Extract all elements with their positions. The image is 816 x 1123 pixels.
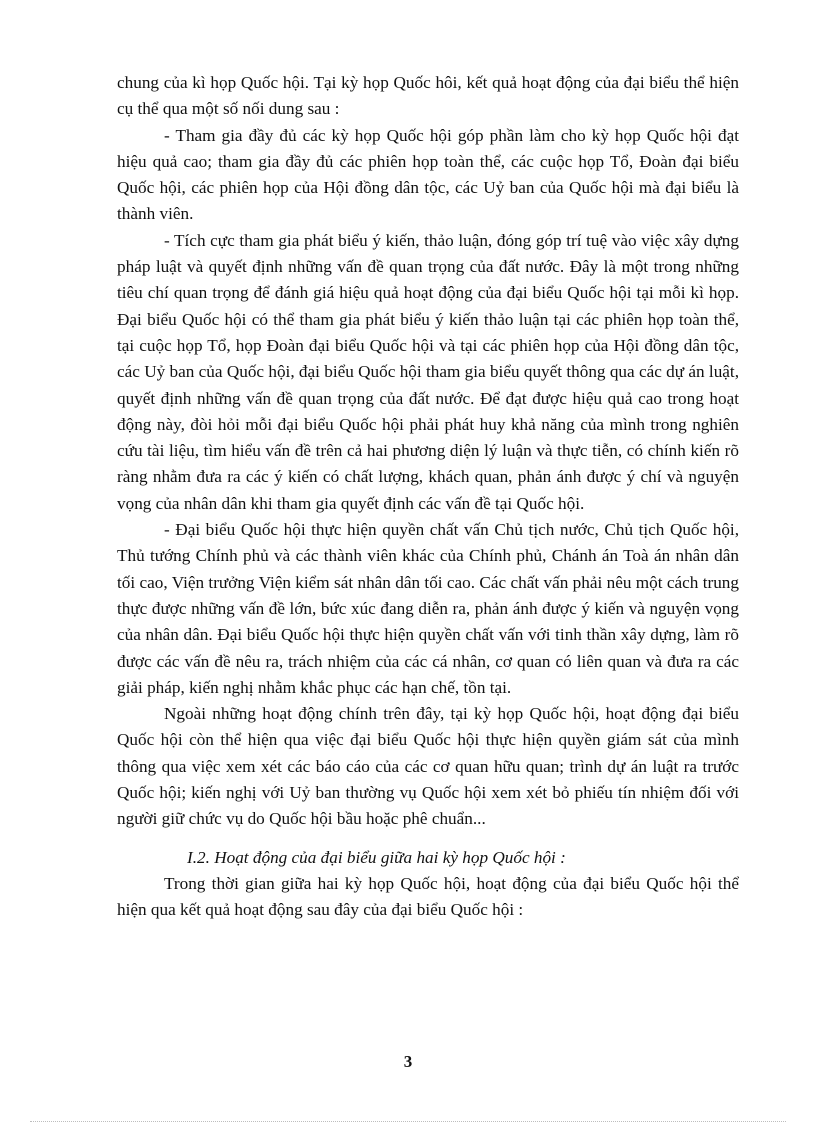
section-paragraph: Trong thời gian giữa hai kỳ họp Quốc hội, hoạt động của đại biểu Quốc hội thể hiện qua kết quả hoạt động sau đây của đại biểu Quốc hội : [117, 873, 739, 920]
paragraph-continuation: chung của kì họp Quốc hội. Tại kỳ họp Quốc hôi, kết quả hoạt động của đại biểu thể hiện cụ thể qua một số nối dung sau : [117, 73, 739, 119]
page-number: 3 [403, 1052, 413, 1071]
section-heading: I.2. Hoạt động của đại biểu giữa hai kỳ họp Quốc hội : [187, 847, 566, 867]
paragraph-other-activities: Ngoài những hoạt động chính trên đây, tại kỳ họp Quốc hội, hoạt động đại biểu Quốc hội còn thể hiện qua việc đại biểu Quốc hội thực hiện quyền giám sát của mình thông qua việc xem xét các báo cáo của các cơ quan hữu quan; trình dự án luật ra trước Quốc hội; kiến nghị với Uỷ ban thường vụ Quốc hội xem xét bỏ phiếu tín nhiệm đối với người giữ chức vụ do Quốc hội bầu hoặc phê chuẩn... [117, 704, 739, 829]
bullet-interpellation: - Đại biểu Quốc hội thực hiện quyền chất vấn Chủ tịch nước, Chủ tịch Quốc hội, Thủ tướng Chính phủ và các thành viên khác của Chính phủ, Chánh án Toà án nhân dân tối cao, Viện trưởng Viện kiểm sát nhân dân tối cao. Các chất vấn phải nêu một cách trung thực được những vấn đề lớn, bức xúc đang diễn ra, phản ánh được ý kiến và nguyện vọng của nhân dân. Đại biểu Quốc hội thực hiện quyền chất vấn với tinh thần xây dựng, làm rõ được các vấn đề nêu ra, trách nhiệm của các cá nhân, cơ quan có liên quan và đưa ra các giải pháp, kiến nghị nhằm khắc phục các hạn chế, tồn tại. [117, 520, 739, 697]
bullet-discussion: - Tích cực tham gia phát biểu ý kiến, thảo luận, đóng góp trí tuệ vào việc xây dựng pháp luật và quyết định những vấn đề quan trọng của đất nước. Đây là một trong những tiêu chí quan trọng để đánh giá hiệu quả hoạt động của đại biểu Quốc hội tại mỗi kì họp. Đại biểu Quốc hội có thể tham gia phát biểu ý kiến thảo luận tại các phiên họp toàn thể, tại cuộc họp Tổ, họp Đoàn đại biểu Quốc hội và tại các phiên họp của Hội đồng dân tộc, các Uỷ ban của Quốc hội, đại biểu Quốc hội tham gia biểu quyết thông qua các dự án luật, quyết định những vấn đề quan trọng của đất nước. Để đạt được hiệu quả cao trong hoạt động này, đòi hỏi mỗi đại biểu Quốc hội phải phát huy khả năng của mình trong nghiên cứu tài liệu, tìm hiểu vấn đề trên cả hai phương diện lý luận và thực tiễn, có chính kiến rõ ràng nhằm đưa ra các ý kiến có chất lượng, khách quan, phản ánh được ý chí và nguyện vọng của nhân dân khi tham gia quyết định các vấn đề tại Quốc hội. [117, 230, 739, 513]
bullet-attendance: - Tham gia đầy đủ các kỳ họp Quốc hội góp phần làm cho kỳ họp Quốc hội đạt hiệu quả cao; tham gia đầy đủ các phiên họp toàn thể, các cuộc họp Tổ, Đoàn đại biểu Quốc hội, các phiên họp của Hội đồng dân tộc, các Uỷ ban của Quốc hội mà đại biểu là thành viên. [117, 125, 739, 224]
body-text [117, 70, 739, 924]
footer-divider [30, 1121, 786, 1122]
